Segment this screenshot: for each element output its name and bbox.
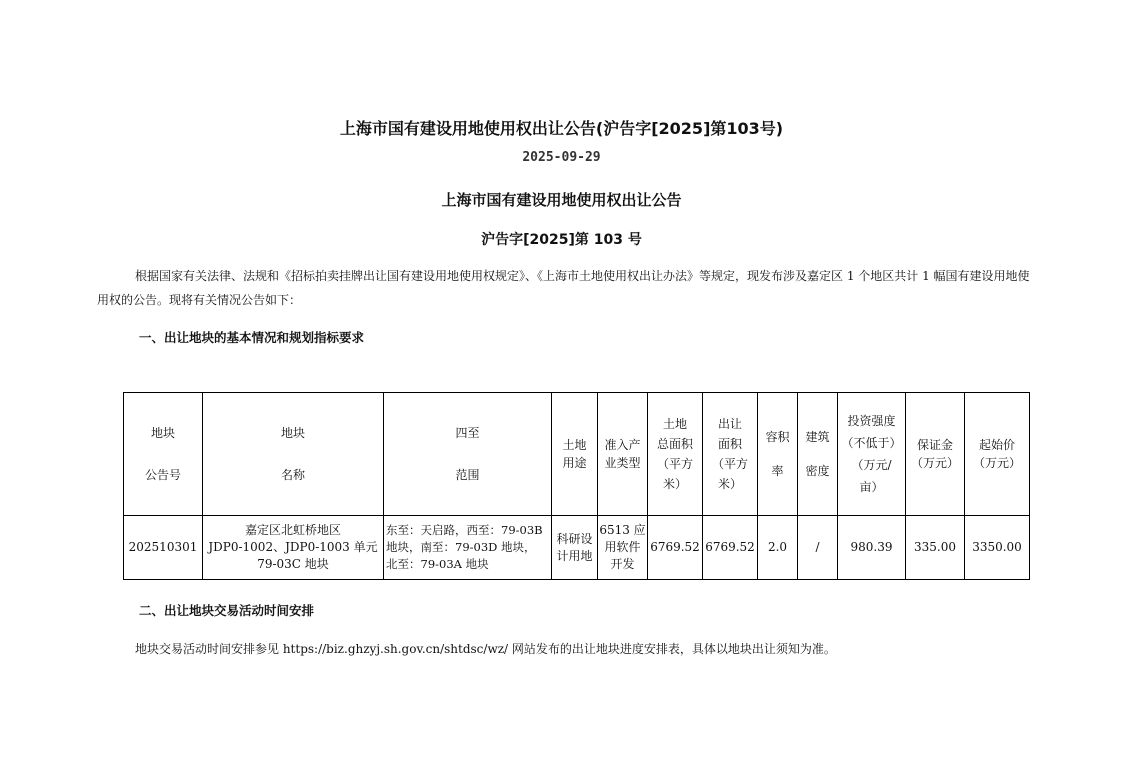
- cell-plot-no: 202510301: [124, 516, 203, 580]
- notice-number: 沪告字[2025]第 103 号: [481, 232, 642, 248]
- document-title: 上海市国有建设用地使用权出让公告(沪告字[2025]第103号): [339, 119, 784, 138]
- cell-building-density: /: [798, 516, 838, 580]
- header-plot-name: 地块 名称: [203, 393, 384, 516]
- header-sale-area: 出让 面积 （平方 米）: [703, 393, 758, 516]
- cell-industry-type: 6513 应 用软件 开发: [598, 516, 648, 580]
- header-land-use: 土地 用途: [552, 393, 598, 516]
- section1-title: 一、出让地块的基本情况和规划指标要求: [139, 330, 365, 345]
- publish-date: 2025-09-29: [522, 150, 601, 165]
- cell-plot-name: 嘉定区北虹桥地区 JDP0-1002、JDP0-1003 单元 79-03C 地块: [203, 516, 384, 580]
- header-start-price: 起始价 （万元）: [965, 393, 1030, 516]
- header-total-area: 土地 总面积 （平方 米）: [648, 393, 703, 516]
- land-plot-table: [123, 392, 1030, 580]
- cell-land-use: 科研设 计用地: [552, 516, 598, 580]
- header-floor-area-ratio: 容积 率: [758, 393, 798, 516]
- cell-investment-intensity: 980.39: [838, 516, 906, 580]
- section2-title: 二、出让地块交易活动时间安排: [139, 603, 315, 618]
- cell-floor-area-ratio: 2.0: [758, 516, 798, 580]
- cell-boundaries: 东至：天启路，西至：79-03B 地块，南至：79-03D 地块， 北至：79-03A 地块: [384, 516, 552, 580]
- header-industry-type: 准入产 业类型: [598, 393, 648, 516]
- header-building-density: 建筑 密度: [798, 393, 838, 516]
- header-boundaries: 四至 范围: [384, 393, 552, 516]
- cell-deposit: 335.00: [906, 516, 965, 580]
- cell-total-area: 6769.52: [648, 516, 703, 580]
- table-row: [124, 516, 1030, 580]
- header-investment-intensity: 投资强度 （不低于） （万元/ 亩）: [838, 393, 906, 516]
- schedule-paragraph: 地块交易活动时间安排参见 https://biz.ghzyj.sh.gov.cn/shtdsc/wz/ 网站发布的出让地块进度安排表，具体以地块出让须知为准。: [135, 642, 836, 656]
- cell-start-price: 3350.00: [965, 516, 1030, 580]
- cell-sale-area: 6769.52: [703, 516, 758, 580]
- header-plot-no: 地块 公告号: [124, 393, 203, 516]
- notice-title: 上海市国有建设用地使用权出让公告: [441, 191, 682, 209]
- intro-paragraph: 根据国家有关法律、法规和《招标拍卖挂牌出让国有建设用地使用权规定》、《上海市土地使用权出让办法》等规定，现发布涉及嘉定区 1 个地区共计 1 幅国有建设用地使用权的公告。现将有关情况公告如下：: [97, 269, 1030, 307]
- header-deposit: 保证金 （万元）: [906, 393, 965, 516]
- table-header-row: [124, 393, 1030, 516]
